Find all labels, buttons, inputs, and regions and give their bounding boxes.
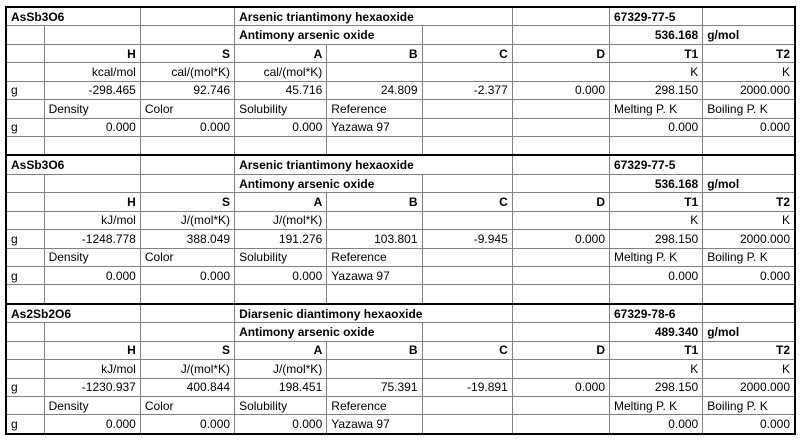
property-labels-row <box>6 248 795 266</box>
value-D-cell: 0.000 <box>512 378 609 396</box>
color-value-cell: 0.000 <box>140 118 234 136</box>
reference-label-cell: Reference <box>327 100 422 118</box>
color-label-cell: Color <box>140 100 234 118</box>
thermochemical-data-sheet <box>5 6 796 435</box>
reference-value-cell: Yazawa 97 <box>327 266 422 284</box>
empty-cell <box>512 136 609 155</box>
synonym-row <box>6 26 795 44</box>
empty-cell <box>512 285 609 304</box>
empty-cell <box>512 396 609 414</box>
empty-cell <box>140 304 234 323</box>
boiling-label-cell: Boiling P. K <box>703 396 795 414</box>
empty-cell <box>6 193 44 211</box>
molar-mass-unit-cell: g/mol <box>703 323 795 341</box>
empty-cell <box>6 26 44 44</box>
header-A-cell: A <box>235 44 327 62</box>
unit-H-cell: kJ/mol <box>44 360 140 378</box>
value-D-cell: 0.000 <box>512 81 609 99</box>
melting-value-cell: 0.000 <box>610 118 703 136</box>
header-H-cell: H <box>44 341 140 359</box>
empty-cell <box>140 136 234 155</box>
coefficient-header-row <box>6 193 795 211</box>
boiling-value-cell: 0.000 <box>703 118 795 136</box>
unit-T1-cell: K <box>610 63 703 81</box>
solubility-value-cell: 0.000 <box>235 118 327 136</box>
phase-cell: g <box>6 415 44 434</box>
boiling-value-cell: 0.000 <box>703 415 795 434</box>
empty-cell <box>422 63 512 81</box>
density-label-cell: Density <box>44 396 140 414</box>
molar-mass-cell: 536.168 <box>610 174 703 192</box>
color-label-cell: Color <box>140 248 234 266</box>
empty-cell <box>422 174 512 192</box>
empty-cell <box>422 323 512 341</box>
unit-S-cell: cal/(mol*K) <box>140 63 234 81</box>
empty-cell <box>422 118 512 136</box>
header-A-cell: A <box>235 193 327 211</box>
coefficient-header-row <box>6 341 795 359</box>
melting-label-cell: Melting P. K <box>610 248 703 266</box>
header-T2-cell: T2 <box>703 341 795 359</box>
empty-cell <box>512 323 609 341</box>
value-A-cell: 191.276 <box>235 230 327 248</box>
header-D-cell: D <box>512 341 609 359</box>
empty-cell <box>422 211 512 229</box>
molar-mass-unit-cell: g/mol <box>703 174 795 192</box>
empty-cell <box>140 26 234 44</box>
unit-T1-cell: K <box>610 211 703 229</box>
boiling-label-cell: Boiling P. K <box>703 248 795 266</box>
color-label-cell: Color <box>140 396 234 414</box>
header-C-cell: C <box>422 193 512 211</box>
empty-cell <box>327 360 422 378</box>
empty-cell <box>703 7 795 26</box>
empty-cell <box>6 63 44 81</box>
header-D-cell: D <box>512 44 609 62</box>
empty-cell <box>512 248 609 266</box>
reference-value-cell: Yazawa 97 <box>327 118 422 136</box>
empty-cell <box>327 211 422 229</box>
density-label-cell: Density <box>44 248 140 266</box>
units-row <box>6 360 795 378</box>
value-H-cell: -298.465 <box>44 81 140 99</box>
synonym-row <box>6 174 795 192</box>
empty-cell <box>422 248 512 266</box>
formula-cell: As2Sb2O6 <box>6 304 140 323</box>
spacer-row <box>6 285 795 304</box>
value-T1-cell: 298.150 <box>610 230 703 248</box>
value-B-cell: 103.801 <box>327 230 422 248</box>
empty-cell <box>512 174 609 192</box>
cas-number-cell: 67329-78-6 <box>610 304 703 323</box>
property-values-row <box>6 415 795 434</box>
empty-cell <box>422 285 512 304</box>
unit-H-cell: kJ/mol <box>44 211 140 229</box>
compound-synonym-cell: Antimony arsenic oxide <box>235 323 422 341</box>
empty-cell <box>703 136 795 155</box>
value-A-cell: 198.451 <box>235 378 327 396</box>
value-T2-cell: 2000.000 <box>703 81 795 99</box>
empty-cell <box>140 285 234 304</box>
reference-label-cell: Reference <box>327 396 422 414</box>
color-value-cell: 0.000 <box>140 415 234 434</box>
density-value-cell: 0.000 <box>44 118 140 136</box>
phase-cell: g <box>6 378 44 396</box>
header-C-cell: C <box>422 341 512 359</box>
value-S-cell: 92.746 <box>140 81 234 99</box>
empty-cell <box>422 26 512 44</box>
empty-cell <box>44 26 140 44</box>
empty-cell <box>703 285 795 304</box>
value-S-cell: 400.844 <box>140 378 234 396</box>
melting-label-cell: Melting P. K <box>610 100 703 118</box>
header-T2-cell: T2 <box>703 193 795 211</box>
solubility-label-cell: Solubility <box>235 100 327 118</box>
empty-cell <box>422 100 512 118</box>
value-C-cell: -2.377 <box>422 81 512 99</box>
cas-number-cell: 67329-77-5 <box>610 7 703 26</box>
unit-A-cell: J/(mol*K) <box>235 211 327 229</box>
header-T1-cell: T1 <box>610 193 703 211</box>
unit-T2-cell: K <box>703 211 795 229</box>
solubility-label-cell: Solubility <box>235 248 327 266</box>
value-S-cell: 388.049 <box>140 230 234 248</box>
header-H-cell: H <box>44 44 140 62</box>
color-value-cell: 0.000 <box>140 266 234 284</box>
unit-T1-cell: K <box>610 360 703 378</box>
header-B-cell: B <box>327 341 422 359</box>
empty-cell <box>44 174 140 192</box>
empty-cell <box>327 63 422 81</box>
molar-mass-cell: 489.340 <box>610 323 703 341</box>
empty-cell <box>512 63 609 81</box>
empty-cell <box>512 100 609 118</box>
compound-name-cell: Arsenic triantimony hexaoxide <box>235 155 513 174</box>
empty-cell <box>703 155 795 174</box>
empty-cell <box>6 396 44 414</box>
spacer-row <box>6 136 795 155</box>
empty-cell <box>6 360 44 378</box>
header-C-cell: C <box>422 44 512 62</box>
empty-cell <box>140 323 234 341</box>
value-C-cell: -9.945 <box>422 230 512 248</box>
value-T2-cell: 2000.000 <box>703 230 795 248</box>
empty-cell <box>327 285 422 304</box>
empty-cell <box>140 174 234 192</box>
compound-title-row <box>6 155 795 174</box>
property-values-row <box>6 118 795 136</box>
empty-cell <box>6 285 44 304</box>
coefficient-header-row <box>6 44 795 62</box>
value-T2-cell: 2000.000 <box>703 378 795 396</box>
header-H-cell: H <box>44 193 140 211</box>
empty-cell <box>327 136 422 155</box>
empty-cell <box>422 360 512 378</box>
empty-cell <box>422 415 512 434</box>
empty-cell <box>6 44 44 62</box>
header-T2-cell: T2 <box>703 44 795 62</box>
compound-title-row <box>6 304 795 323</box>
empty-cell <box>512 118 609 136</box>
compound-data-table <box>5 6 796 435</box>
header-S-cell: S <box>140 193 234 211</box>
empty-cell <box>512 266 609 284</box>
value-B-cell: 75.391 <box>327 378 422 396</box>
value-C-cell: -19.891 <box>422 378 512 396</box>
unit-T2-cell: K <box>703 63 795 81</box>
empty-cell <box>512 360 609 378</box>
header-T1-cell: T1 <box>610 341 703 359</box>
boiling-label-cell: Boiling P. K <box>703 100 795 118</box>
value-T1-cell: 298.150 <box>610 81 703 99</box>
boiling-value-cell: 0.000 <box>703 266 795 284</box>
empty-cell <box>422 266 512 284</box>
compound-name-cell: Arsenic triantimony hexaoxide <box>235 7 513 26</box>
compound-name-cell: Diarsenic diantimony hexaoxide <box>235 304 513 323</box>
unit-S-cell: J/(mol*K) <box>140 360 234 378</box>
coefficient-values-row <box>6 378 795 396</box>
phase-cell: g <box>6 230 44 248</box>
empty-cell <box>6 341 44 359</box>
empty-cell <box>512 415 609 434</box>
empty-cell <box>422 396 512 414</box>
empty-cell <box>6 136 44 155</box>
melting-value-cell: 0.000 <box>610 266 703 284</box>
compound-title-row <box>6 7 795 26</box>
molar-mass-unit-cell: g/mol <box>703 26 795 44</box>
melting-value-cell: 0.000 <box>610 415 703 434</box>
empty-cell <box>44 136 140 155</box>
value-T1-cell: 298.150 <box>610 378 703 396</box>
empty-cell <box>235 136 327 155</box>
molar-mass-cell: 536.168 <box>610 26 703 44</box>
empty-cell <box>44 323 140 341</box>
empty-cell <box>6 100 44 118</box>
solubility-value-cell: 0.000 <box>235 415 327 434</box>
units-row <box>6 211 795 229</box>
phase-cell: g <box>6 81 44 99</box>
empty-cell <box>235 285 327 304</box>
empty-cell <box>512 7 609 26</box>
compound-synonym-cell: Antimony arsenic oxide <box>235 26 422 44</box>
solubility-label-cell: Solubility <box>235 396 327 414</box>
coefficient-values-row <box>6 230 795 248</box>
header-B-cell: B <box>327 44 422 62</box>
empty-cell <box>140 155 234 174</box>
empty-cell <box>512 211 609 229</box>
value-B-cell: 24.809 <box>327 81 422 99</box>
property-labels-row <box>6 100 795 118</box>
empty-cell <box>703 304 795 323</box>
density-value-cell: 0.000 <box>44 415 140 434</box>
empty-cell <box>512 155 609 174</box>
formula-cell: AsSb3O6 <box>6 155 140 174</box>
unit-S-cell: J/(mol*K) <box>140 211 234 229</box>
header-A-cell: A <box>235 341 327 359</box>
empty-cell <box>610 136 703 155</box>
solubility-value-cell: 0.000 <box>235 266 327 284</box>
value-H-cell: -1230.937 <box>44 378 140 396</box>
header-T1-cell: T1 <box>610 44 703 62</box>
empty-cell <box>44 285 140 304</box>
synonym-row <box>6 323 795 341</box>
empty-cell <box>422 136 512 155</box>
density-value-cell: 0.000 <box>44 266 140 284</box>
phase-cell: g <box>6 266 44 284</box>
unit-H-cell: kcal/mol <box>44 63 140 81</box>
empty-cell <box>6 211 44 229</box>
reference-value-cell: Yazawa 97 <box>327 415 422 434</box>
empty-cell <box>6 323 44 341</box>
unit-A-cell: cal/(mol*K) <box>235 63 327 81</box>
empty-cell <box>512 26 609 44</box>
melting-label-cell: Melting P. K <box>610 396 703 414</box>
value-D-cell: 0.000 <box>512 230 609 248</box>
compound-synonym-cell: Antimony arsenic oxide <box>235 174 422 192</box>
property-values-row <box>6 266 795 284</box>
phase-cell: g <box>6 118 44 136</box>
header-S-cell: S <box>140 341 234 359</box>
empty-cell <box>6 174 44 192</box>
empty-cell <box>512 304 609 323</box>
units-row <box>6 63 795 81</box>
unit-A-cell: J/(mol*K) <box>235 360 327 378</box>
cas-number-cell: 67329-77-5 <box>610 155 703 174</box>
formula-cell: AsSb3O6 <box>6 7 140 26</box>
header-D-cell: D <box>512 193 609 211</box>
value-A-cell: 45.716 <box>235 81 327 99</box>
empty-cell <box>6 248 44 266</box>
density-label-cell: Density <box>44 100 140 118</box>
coefficient-values-row <box>6 81 795 99</box>
empty-cell <box>140 7 234 26</box>
property-labels-row <box>6 396 795 414</box>
reference-label-cell: Reference <box>327 248 422 266</box>
empty-cell <box>610 285 703 304</box>
unit-T2-cell: K <box>703 360 795 378</box>
value-H-cell: -1248.778 <box>44 230 140 248</box>
header-S-cell: S <box>140 44 234 62</box>
header-B-cell: B <box>327 193 422 211</box>
